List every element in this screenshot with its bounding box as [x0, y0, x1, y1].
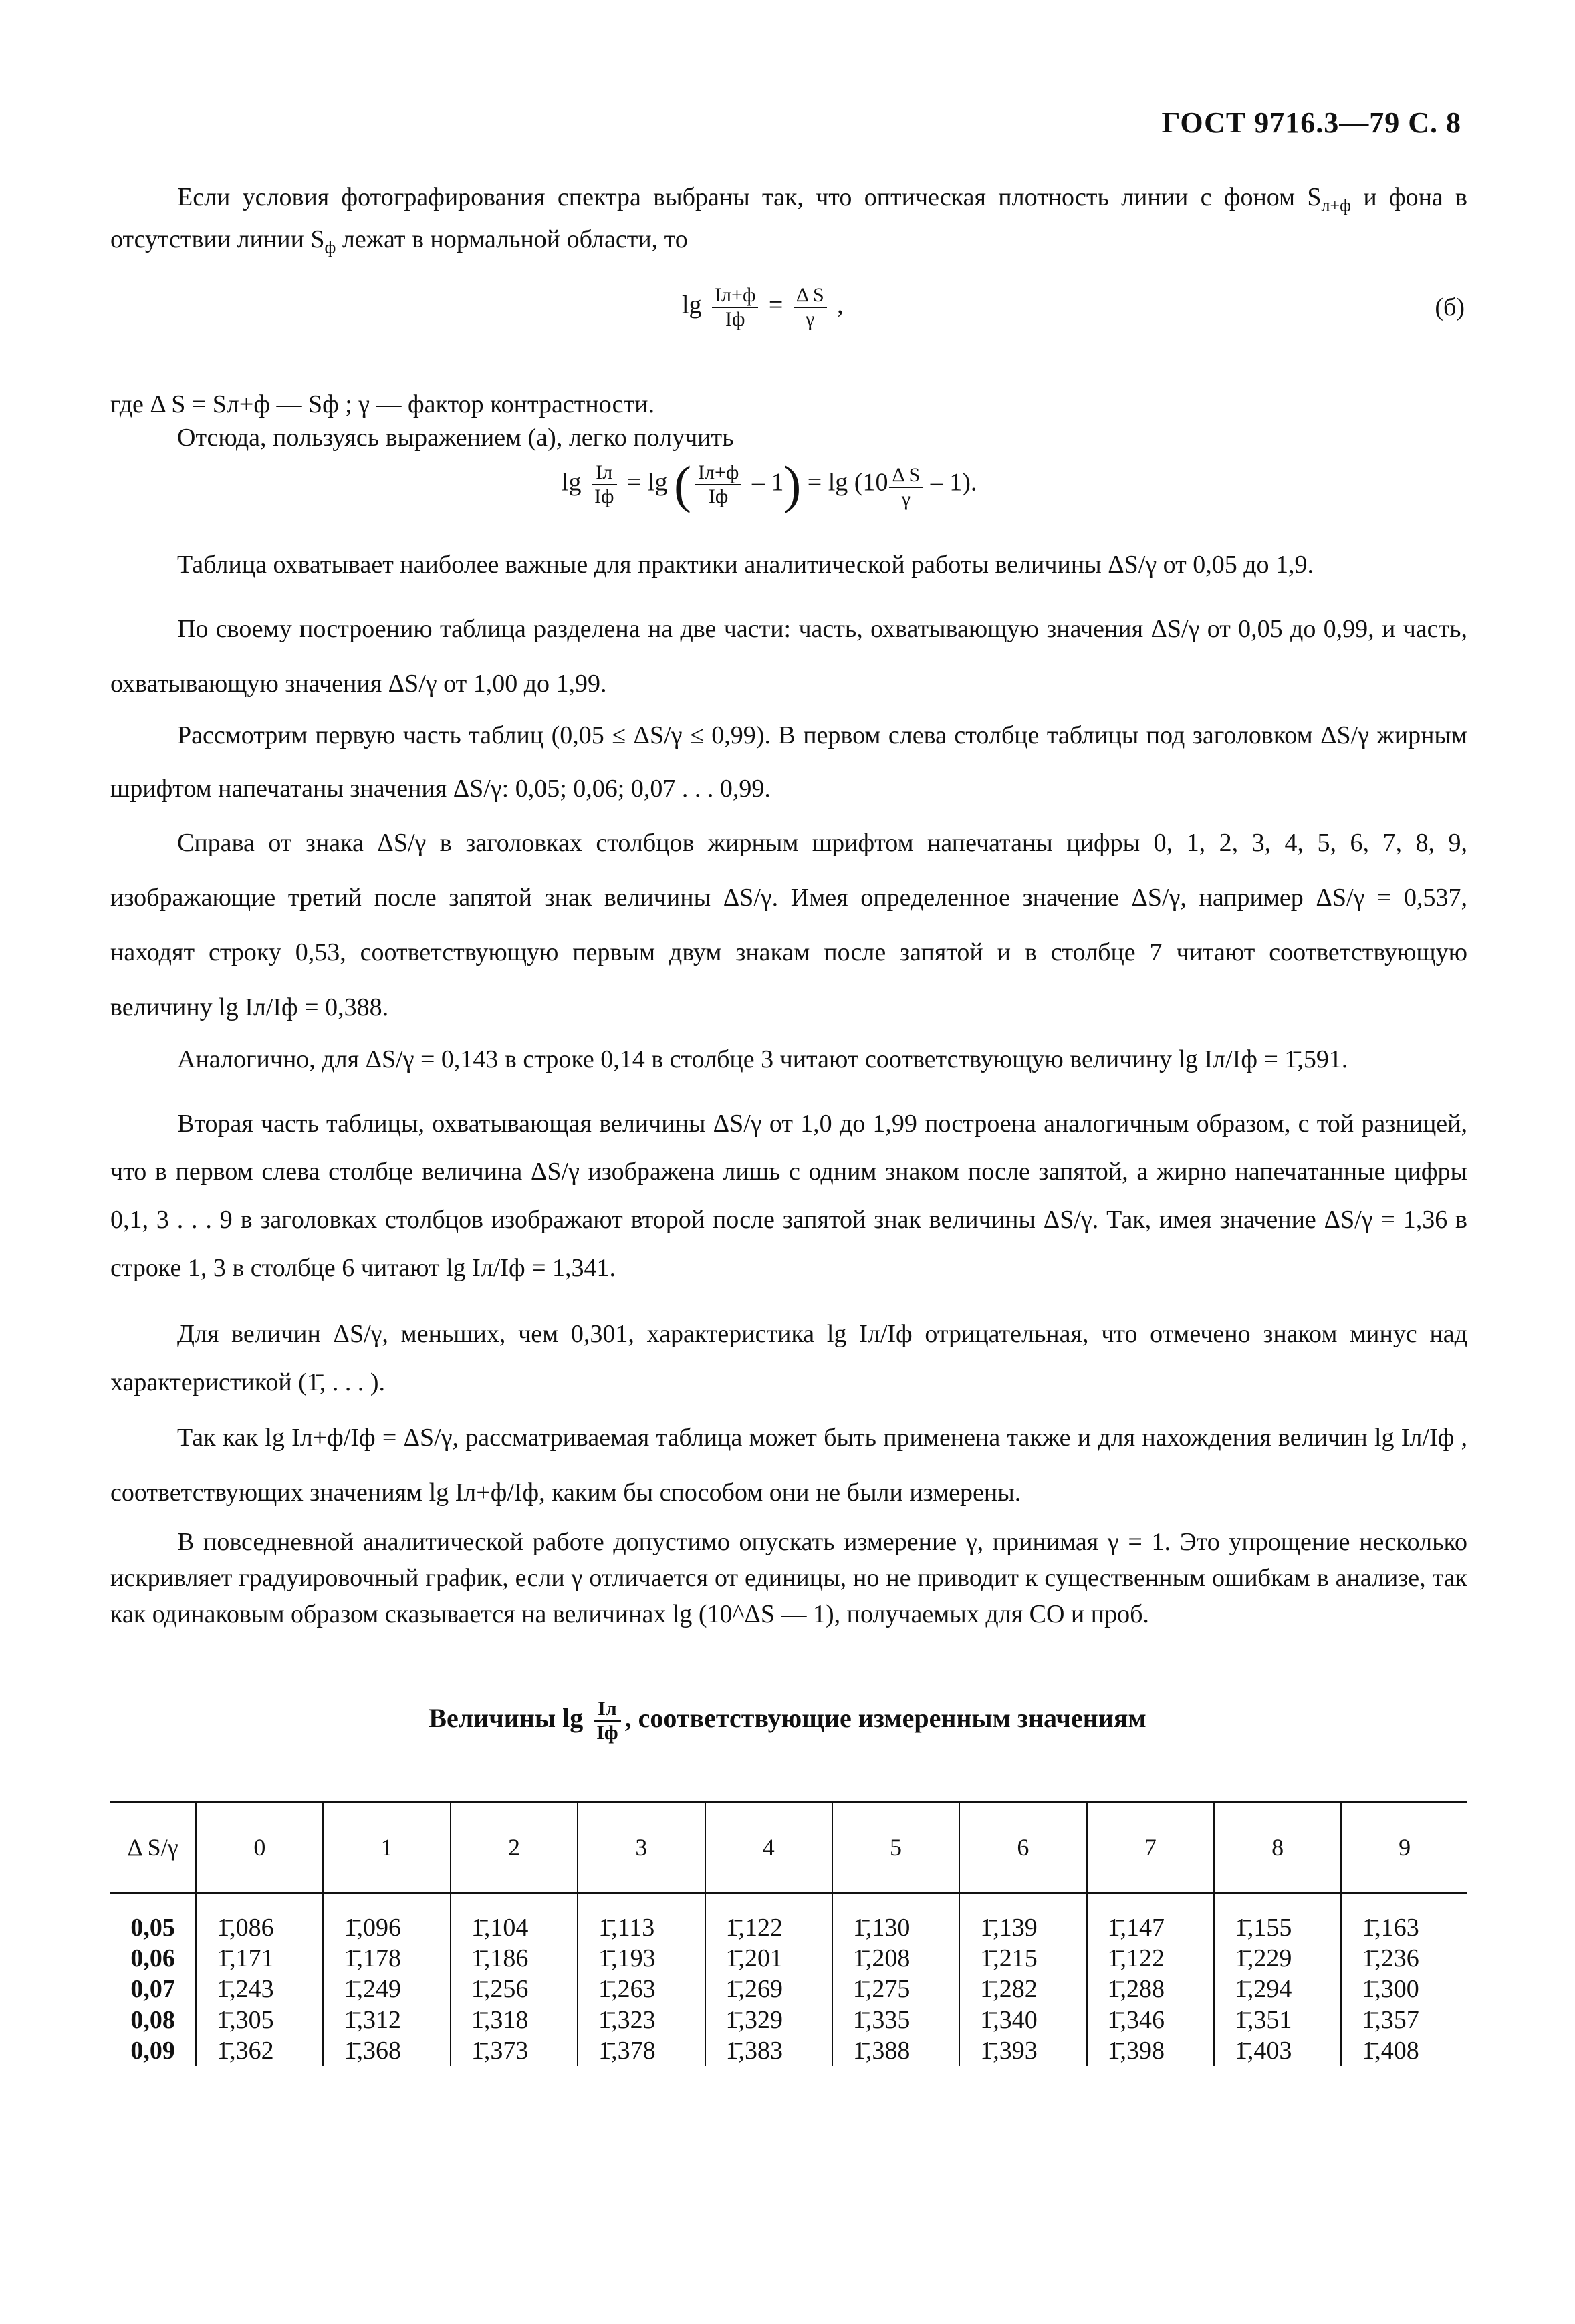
- table-cell: 1̄,312: [344, 2006, 401, 2034]
- table-cell: 1̄,256: [471, 1975, 529, 2003]
- table-header-col-1: 1: [323, 1803, 450, 1893]
- caption-frac: $\frac{Iл}{Iф}$: [594, 1698, 620, 1745]
- table-cell: 1̄,186: [471, 1944, 529, 1972]
- p1-text-c: лежат в нормальной области, то: [336, 225, 688, 253]
- table-header-col-0: 0: [196, 1803, 323, 1893]
- paragraph-2: где Δ S = Sл+ф — Sф ; γ — фактор контрастности.: [110, 390, 654, 418]
- eq-b-frac-2: $\frac{\text{Δ S}}{\gamma}$: [794, 284, 827, 331]
- table-cell: 1̄,368: [344, 2037, 401, 2065]
- table-cell: 1̄,282: [980, 1975, 1038, 2003]
- table-value-column: [1214, 1893, 1341, 2067]
- table-cell: 1̄,249: [344, 1975, 401, 2003]
- table-cell: 1̄,388: [852, 2037, 911, 2065]
- table-cell: 1̄,269: [725, 1975, 783, 2003]
- table-header-col-7: 7: [1087, 1803, 1214, 1893]
- eq-c-frac-1: $\frac{Iл}{Iф}$: [592, 461, 616, 508]
- paragraph-3: Отсюда, пользуясь выражением (а), легко получить: [177, 424, 734, 452]
- p1-sub-2: ф: [324, 237, 336, 257]
- paragraph-10: Для величин ΔS/γ, меньших, чем 0,301, характеристика lg Iл/Iф отрицательная, что отмечено знаком минус над характеристикой (1̄, . . . ).: [110, 1320, 1467, 1396]
- paragraph-5: По своему построению таблица разделена на две части: часть, охватывающую значения ΔS/γ от 0,05 до 0,99, и часть, охватывающую значения ΔS/γ от 1,00 до 1,99.: [110, 615, 1467, 698]
- values-table: [110, 1801, 1467, 2066]
- table-header-col-2: 2: [451, 1803, 578, 1893]
- table-cell: 1̄,086: [217, 1914, 274, 1942]
- table-cell: 1̄,155: [1234, 1914, 1292, 1942]
- table-value-column: [705, 1893, 832, 2067]
- table-cell: 1̄,393: [980, 2037, 1038, 2065]
- eq-b-frac-1: $\frac{Iл+ф}{Iф}$: [712, 284, 758, 331]
- table-cell: 1̄,130: [852, 1914, 911, 1942]
- table-cell: 1̄,263: [598, 1975, 656, 2003]
- table-cell: 1̄,383: [725, 2037, 783, 2065]
- table-value-column: [323, 1893, 450, 2067]
- row-key: 0,08: [130, 2006, 175, 2034]
- paragraph-12: В повседневной аналитической работе допустимо опускать измерение γ, принимая γ = 1. Это упрощение несколько искривляет градуировочный график, если γ отличается от единицы, но не приводит к существенным ошибкам в анализе, так как одинаковым образом сказывается на величинах lg (10^ΔS — 1), получаемых для СО и проб.: [110, 1528, 1467, 1628]
- table-value-column: [1341, 1893, 1467, 2067]
- table-cell: 1̄,208: [852, 1944, 911, 1972]
- table-value-column: [1087, 1893, 1214, 2067]
- paragraph-4: Таблица охватывает наиболее важные для практики аналитической работы величины ΔS/γ от 0,05 до 1,9.: [177, 551, 1314, 579]
- paragraph-8: Аналогично, для ΔS/γ = 0,143 в строке 0,14 в столбце 3 читают соответствующую величину lg Iл/Iф = 1̄,591.: [177, 1045, 1348, 1073]
- table-header-col-9: 9: [1341, 1803, 1467, 1893]
- table-value-column: [451, 1893, 578, 2067]
- table-cell: 1̄,403: [1234, 2037, 1292, 2065]
- p1-text-b: и фона в отсутствии линии S: [110, 183, 1468, 253]
- table-cell: 1̄,408: [1362, 2037, 1419, 2065]
- p1-text-a: Если условия фотографирования спектра выбраны так, что оптическая плотность линии с фоном S: [177, 183, 1322, 211]
- table-cell: 1̄,398: [1107, 2037, 1165, 2065]
- table-cell: 1̄,178: [344, 1944, 401, 1972]
- table-header-col-3: 3: [578, 1803, 705, 1893]
- table-cell: 1̄,294: [1234, 1975, 1292, 2003]
- table-header-row: [110, 1803, 1467, 1893]
- table-cell: 1̄,236: [1362, 1944, 1419, 1972]
- table-cell: 1̄,171: [217, 1944, 274, 1972]
- table-cell: 1̄,113: [598, 1914, 655, 1942]
- table-cell: 1̄,139: [980, 1914, 1038, 1942]
- table-cell: 1̄,340: [980, 2006, 1038, 2034]
- table-cell: 1̄,096: [344, 1914, 401, 1942]
- eq-c-exponent: Δ S γ: [889, 464, 923, 511]
- table-cell: 1̄,362: [217, 2037, 274, 2065]
- table-cell: 1̄,305: [217, 2006, 274, 2034]
- row-key: 0,07: [130, 1975, 175, 2003]
- table-cell: 1̄,163: [1362, 1914, 1419, 1942]
- table-header-col-4: 4: [705, 1803, 832, 1893]
- table-header-col-5: 5: [832, 1803, 959, 1893]
- row-key: 0,05: [130, 1914, 175, 1942]
- paragraph-7: Справа от знака ΔS/γ в заголовках столбцов жирным шрифтом напечатаны цифры 0, 1, 2, 3, 4, 5, 6, 7, 8, 9, изображающие третий после запятой знак величины ΔS/γ. Имея определенное значение ΔS/γ, например ΔS/γ = 0,537, находят строку 0,53, соответствующую первым двум знакам после запятой и в столбце 7 читают соответствующую величину lg Iл/Iф = 0,388.: [110, 829, 1467, 1021]
- table-cell: 1̄,300: [1362, 1975, 1419, 2003]
- table-cell: 1̄,351: [1234, 2006, 1292, 2034]
- eq-c-frac-2: $\frac{Iл+ф}{Iф}$: [695, 461, 741, 508]
- paragraph-1: [110, 180, 1467, 264]
- table-header-col-8: 8: [1214, 1803, 1341, 1893]
- table-header-key: Δ S/γ: [110, 1803, 196, 1893]
- row-key: 0,06: [130, 1944, 175, 1972]
- table-cell: 1̄,275: [852, 1975, 911, 2003]
- table-header-col-6: 6: [959, 1803, 1086, 1893]
- page-header: ГОСТ 9716.3—79 С. 8: [1161, 106, 1461, 139]
- table-value-column: [578, 1893, 705, 2067]
- table-cell: 1̄,104: [471, 1914, 529, 1942]
- paragraph-9: Вторая часть таблицы, охватывающая величины ΔS/γ от 1,0 до 1,99 построена аналогичным образом, с той разницей, что в первом слева столбце величина ΔS/γ изображена лишь с одним знаком после запятой, а жирно напечатанные цифры 0,1, 3 . . . 9 в заголовках столбцов изображают второй после запятой знак величины ΔS/γ. Так, имея значение ΔS/γ = 1,36 в строке 1, 3 в столбце 6 читают lg Iл/Iф = 1,341.: [110, 1110, 1467, 1282]
- table-cell: 1̄,378: [598, 2037, 656, 2065]
- table-cell: 1̄,215: [980, 1944, 1038, 1972]
- table-value-column: [959, 1893, 1086, 2067]
- table-cell: 1̄,243: [217, 1975, 274, 2003]
- table-body-row: [110, 1893, 1467, 2067]
- table-cell: 1̄,357: [1362, 2006, 1419, 2034]
- paragraph-6: Рассмотрим первую часть таблиц (0,05 ≤ ΔS/γ ≤ 0,99). В первом слева столбце таблицы под заголовком ΔS/γ жирным шрифтом напечатаны значения ΔS/γ: 0,05; 0,06; 0,07 . . . 0,99.: [110, 721, 1467, 803]
- table-cell: 1̄,373: [471, 2037, 529, 2065]
- table-cell: 1̄,122: [725, 1914, 783, 1942]
- row-key: 0,09: [130, 2037, 175, 2065]
- table-cell: 1̄,229: [1234, 1944, 1292, 1972]
- table-cell: 1̄,346: [1107, 2006, 1165, 2034]
- table-cell: 1̄,329: [725, 2006, 783, 2034]
- table-caption: Величины lg $\frac{Iл}{Iф}$ , соответствующие измеренным значениям: [429, 1698, 1146, 1744]
- equation-b-number: (б): [1435, 293, 1465, 321]
- table-cell: 1̄,335: [852, 2006, 911, 2034]
- equation-c: lg $\frac{Iл}{Iф}$ = lg ( $\frac{Iл+ф}{Iф}$ – 1) = lg (10 $^{\frac{\text{Δ S}}{\gamma}}$ – 1).: [562, 455, 977, 513]
- table-cell: 1̄,323: [598, 2006, 656, 2034]
- table-value-column: [832, 1893, 959, 2067]
- table-value-column: [196, 1893, 323, 2067]
- table-cell: 1̄,288: [1107, 1975, 1165, 2003]
- equation-b: lg $\frac{Iл+ф}{Iф}$ = $\frac{\text{Δ S}}{\gamma}$ ,: [682, 284, 844, 330]
- table-key-column: [110, 1893, 196, 2067]
- table-cell: 1̄,318: [471, 2006, 529, 2034]
- p1-sub-1: л+ф: [1321, 195, 1352, 215]
- table-cell: 1̄,122: [1107, 1944, 1165, 1972]
- paragraph-11: Так как lg Iл+ф/Iф = ΔS/γ, рассматриваемая таблица может быть применена также и для нахождения величин lg Iл/Iф , соответствующих значениям lg Iл+ф/Iф, каким бы способом они не были измерены.: [110, 1424, 1467, 1507]
- eq-b-lg: lg: [682, 291, 702, 319]
- table-cell: 1̄,201: [725, 1944, 783, 1972]
- table-cell: 1̄,147: [1107, 1914, 1165, 1942]
- table-cell: 1̄,193: [598, 1944, 656, 1972]
